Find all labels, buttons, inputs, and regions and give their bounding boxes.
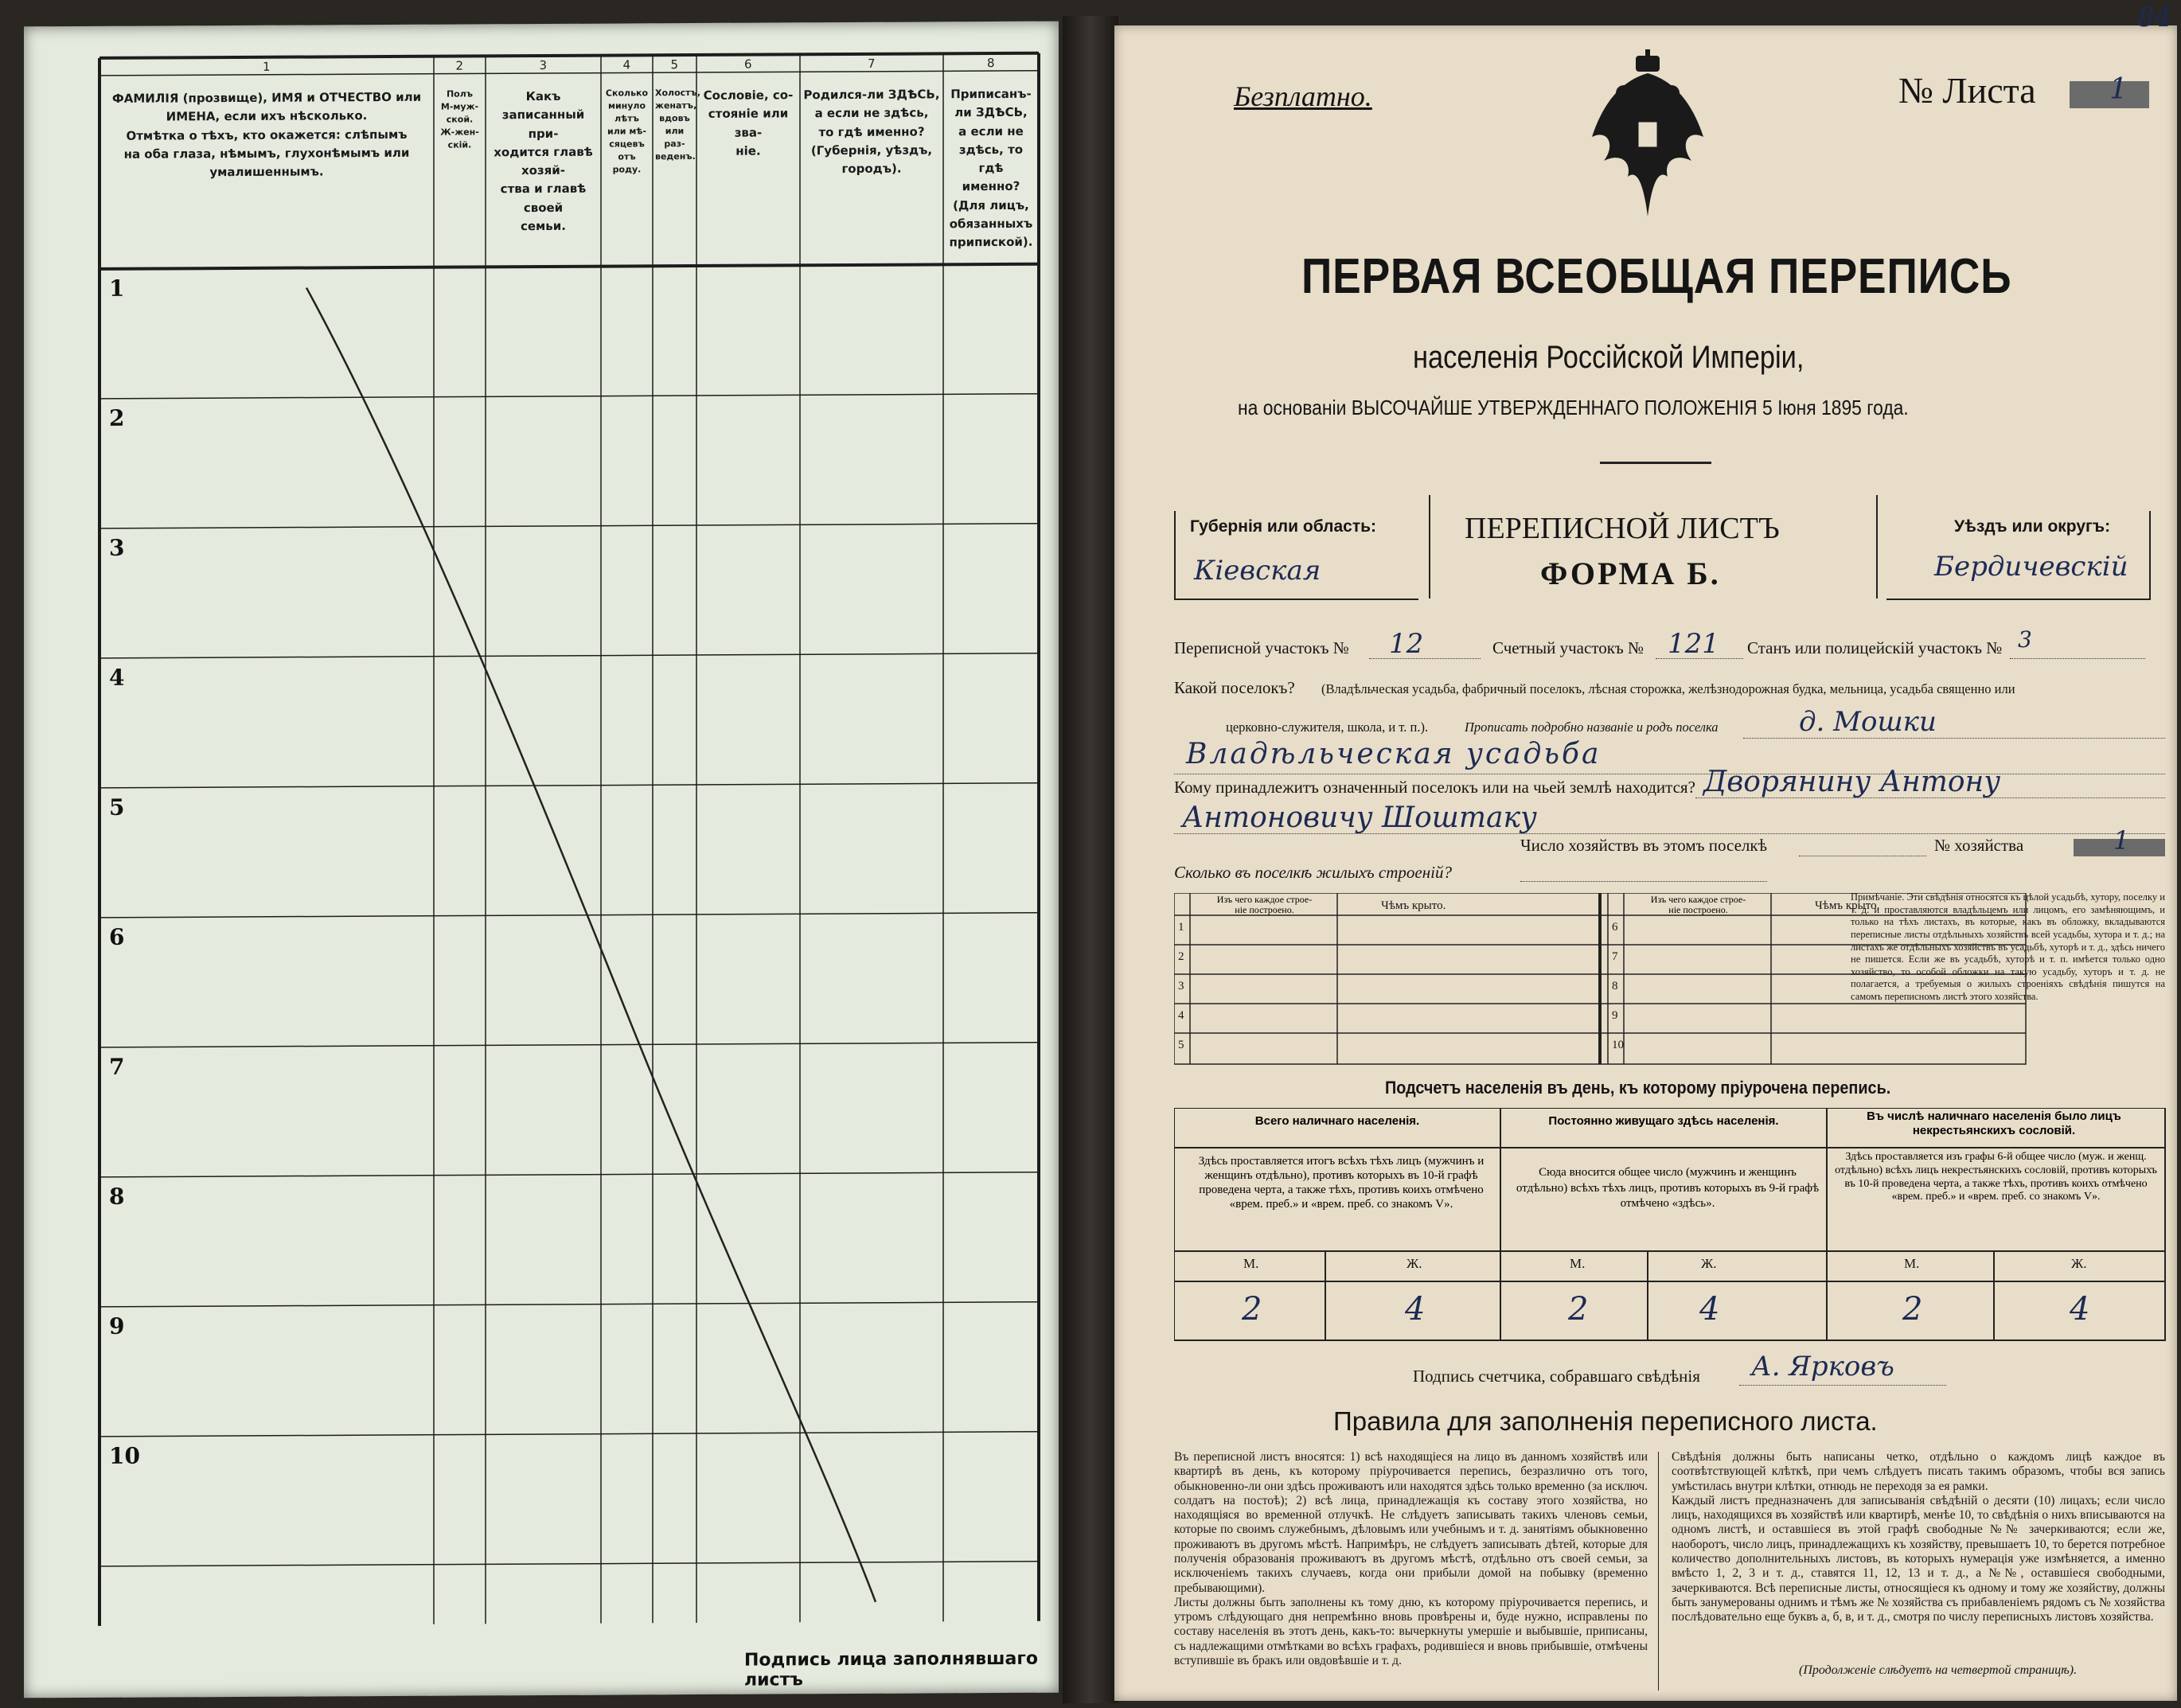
buildings-note: Примѣчаніе. Эти свѣдѣнія относятся къ цѣлой усадьбѣ, хутору, поселку и т. д. и проставляются владѣльцемъ или лицомъ, его замѣняющимъ, и только на тѣхъ листахъ, въ которые, какъ въ обложку, вкладываются переписные листы отдѣльныхъ хозяйствъ всей усадьбы, хутора и т. д.; на листахъ же отдѣльныхъ хозяйствъ въ усадьбѣ, хуторѣ и т. д., здѣсь ничего не пишется. Если же въ усадьбѣ, хуторѣ и т. п. имѣется только одно хозяйство, то особой обложки на такую усадьбу, хуторъ и т. д. не полагается, а требуемыя о жилыхъ строеніяхъ свѣдѣнія пишутся на самомъ переписномъ листѣ этого хозяйства. — [1851, 891, 2165, 1002]
sex-label: Ж. — [2071, 1256, 2087, 1271]
row-number: 3 — [109, 534, 125, 561]
column-header: Какъ записанный при- ходится главѣ хозяй- ства и главѣ своей семьи. — [494, 88, 593, 233]
bld-row-number: 6 — [1612, 921, 1618, 934]
count-area-label: Счетный участокъ № — [1492, 638, 1645, 657]
grid-row-line — [99, 524, 1039, 528]
column-number: 5 — [670, 57, 679, 72]
bld-row-number: 7 — [1612, 950, 1618, 963]
owner-label: Кому принадлежитъ означенный поселокъ или на чьей землѣ находится? — [1174, 778, 1695, 797]
left-signature-label: Подпись лица заполнявшаго листъ — [744, 1648, 1038, 1690]
left-table-grid — [24, 21, 1059, 1698]
owner-value-1: Дворянину Антону — [1703, 766, 2001, 798]
column-number: 3 — [539, 57, 548, 73]
district-label: Уѣздъ или округъ: — [1954, 517, 2111, 536]
sheet-number-label: № Листа — [1898, 70, 2036, 111]
column-number: 2 — [455, 58, 464, 73]
right-page — [1114, 2, 2177, 1701]
count-header-non-peasant: Въ числѣ наличнаго населенія было лицъ некрестьянскихъ сословій. — [1867, 1109, 2121, 1137]
column-number: 1 — [263, 59, 271, 74]
rules-divider — [1658, 1452, 1659, 1690]
cancel-diagonal-line — [306, 285, 876, 1605]
column-number: 8 — [987, 56, 995, 71]
count-value: 2 — [1902, 1291, 1923, 1328]
column-header: Полъ М-муж- ской. Ж-жен- скій. — [440, 88, 479, 150]
bld-header-material-left: Изъ чего каждое строе- ніе построено. — [1216, 894, 1313, 916]
sex-label: М. — [1243, 1256, 1259, 1271]
column-number: 7 — [868, 56, 876, 71]
count-desc-non-peasant: Здѣсь проставляется изъ графы 6-й общее число (муж. и женщ. отдѣльно) всѣхъ лицъ некрестьянскихъ сословій, противъ которыхъ въ 10-й проведена черта, а также тѣхъ, противъ коихъ отмѣчено «врем. преб.» и «врем. преб. со знакомъ V». — [1835, 1151, 2157, 1203]
grid-row-line — [99, 1043, 1039, 1047]
count-value: 2 — [1568, 1291, 1589, 1328]
settlement-value-2: Владѣльческая усадьба — [1186, 738, 1602, 770]
continued-note: (Продолженіе слѣдуетъ на четвертой страницѣ). — [1799, 1663, 2078, 1677]
buildings-label: Сколько въ поселкѣ жилыхъ строеній? — [1174, 863, 1452, 882]
settlement-label: Какой поселокъ? — [1174, 678, 1295, 697]
bld-row-number: 5 — [1178, 1039, 1184, 1051]
enumerator-signature: А. Ярковъ — [1751, 1351, 1894, 1382]
settlement-value-1: д. Мошки — [1799, 706, 1937, 738]
enumerator-label: Подпись счетчика, собравшаго свѣдѣнія — [1413, 1367, 1700, 1386]
count-header-total: Всего наличнаго населенія. — [1254, 1114, 1420, 1128]
province-value: Кіевская — [1194, 555, 1321, 587]
police-area-value: 3 — [2018, 626, 2032, 653]
buildings-line — [1520, 881, 1767, 882]
sex-label: М. — [1570, 1256, 1586, 1271]
count-area-value: 121 — [1668, 628, 1719, 660]
count-value: 2 — [1242, 1291, 1262, 1328]
sheet-number-value: 1 — [2109, 73, 2128, 106]
row-number: 9 — [109, 1312, 125, 1339]
rules-left: Въ переписной листъ вносятся: 1) всѣ находящіеся на лицо въ данномъ хозяйствѣ или квартирѣ въ день, къ которому пріурочивается перепись, безразлично отъ того, обыкновенно-ли они здѣсь проживаютъ или находятся здѣсь только временно (за исключ. солдатъ на постоѣ); 2) всѣ лица, принадлежащія къ составу этого хозяйства, но находящіяся во временной отлучкѣ. Не слѣдуетъ записывать такихъ членовъ семьи, которые по своимъ служебнымъ, дѣловымъ или учебнымъ и т. д. занятіямъ обыкновенно проживаютъ въ другомъ мѣстѣ. Напримѣръ, не слѣдуетъ записывать дѣтей, которые для полученія образованія проживаютъ въ другомъ мѣстѣ, отдѣльно отъ своей семьи, за исключеніемъ такихъ случаевъ, когда они прибыли домой на побывку (временно пребывающими). Листы должны быть заполнены къ тому дню, къ которому пріурочивается перепись, и утромъ слѣдующаго дня непремѣнно вновь провѣрены и, буде нужно, исправлены по составу населенія въ этотъ день, какъ-то: вычеркнуты умершіе и выбывшіе, приписаны, съ надлежащими отмѣтками во всѣхъ графахъ, родившіеся и вновь прибывшіе, отмѣчены вступившіе въ бракъ или овдовѣвшіе и т. д. — [1174, 1450, 1648, 1667]
column-header: Родился-ли ЗДѢСЬ, а если не здѣсь, то гдѣ именно? (Губернія, уѣздъ, городъ). — [803, 87, 940, 177]
book-gutter — [1063, 16, 1118, 1703]
household-number-label: № хозяйства — [1934, 836, 2024, 855]
bld-row-number: 3 — [1178, 980, 1184, 992]
census-basis: на основаніи ВЫСОЧАЙШЕ УТВЕРЖДЕННАГО ПОЛОЖЕНІЯ 5 Іюня 1895 года. — [1238, 396, 1909, 419]
enumerator-line — [1739, 1385, 1946, 1386]
column-header: Холостъ, женатъ, вдовъ или раз- веденъ. — [655, 87, 700, 162]
population-count-table — [1174, 1108, 2169, 1347]
household-number-value: 1 — [2113, 825, 2130, 856]
police-area-label: Станъ или полицейскій участокъ № — [1747, 638, 2003, 657]
row-number: 1 — [109, 275, 125, 302]
sheet-title: ПЕРЕПИСНОЙ ЛИСТЪ — [1465, 512, 1780, 545]
settlement-line-1 — [1743, 738, 2165, 739]
district-value: Бердичевскій — [1934, 551, 2128, 583]
census-area-line — [1369, 658, 1481, 659]
column-header: ФАМИЛІЯ (прозвище), ИМЯ и ОТЧЕСТВО или ИМЕНА, если ихъ нѣсколько. Отмѣтка о тѣхъ, кто окажется: слѣпымъ на оба глаза, нѣмымъ, глухонѣмымъ или умалишеннымъ. — [111, 89, 422, 180]
rules-title: Правила для заполненія переписного листа. — [1333, 1406, 1878, 1436]
column-header: Сословіе, со- стояніе или зва- ніе. — [703, 88, 794, 158]
bld-row-number: 10 — [1612, 1039, 1624, 1051]
count-value: 4 — [1699, 1291, 1720, 1328]
bld-row-number: 4 — [1178, 1009, 1184, 1022]
free-label: Безплатно. — [1234, 80, 1372, 112]
grid-row-line — [99, 653, 1039, 658]
province-label: Губернія или область: — [1190, 517, 1377, 536]
bld-row-number: 1 — [1178, 921, 1184, 934]
rules-right: Свѣдѣнія должны быть написаны четко, отдѣльно о каждомъ лицѣ каждое въ соотвѣтствующей клѣткѣ, при чемъ слѣдуетъ писать такимъ образомъ, чтобы вся запись умѣстилась внутри клѣтки, отнюдь не переходя за ея рамки. Каждый листъ предназначенъ для записыванія свѣдѣній о десяти (10) лицахъ; если число лицъ, находящихся въ хозяйствѣ или квартирѣ, менѣе 10, то свѣдѣнія о нихъ вписываются на одномъ листѣ, и оставшіеся въ этой графѣ свободные №№ зачеркиваются; если же, наоборотъ, число лицъ, принадлежащихъ къ хозяйству, превышаетъ 10, то берется потребное количество дополнительныхъ листовъ, въ которыхъ нумерація уже измѣняется, а именно вмѣсто 1, 2, 3 и т. д., ставятся 11, 12, 13 и т. д., а №№, оставшіеся свободными, зачеркиваются. Всѣ переписные листы, относящіеся къ одному и тому же хозяйству, должны быть занумерованы однимъ и тѣмъ же № хозяйства съ прибавленіемъ рядомъ съ № хозяйства послѣдовательно еще буквъ а, б, в, и т. д., смотря по числу переписныхъ листовъ хозяйства. — [1672, 1450, 2165, 1624]
count-value: 4 — [1405, 1291, 1426, 1328]
row-number: 5 — [109, 794, 125, 821]
column-header: Сколько минуло лѣтъ или мѣ- сяцевъ отъ роду. — [605, 88, 649, 175]
count-title: Подсчетъ населенія въ день, къ которому пріурочена перепись. — [1385, 1078, 1891, 1098]
column-number: 4 — [622, 57, 631, 72]
census-area-value: 12 — [1389, 628, 1424, 660]
grid-row-line — [99, 913, 1039, 918]
grid-row-line — [99, 783, 1039, 788]
row-number: 8 — [109, 1183, 125, 1210]
grid-row-line — [99, 1302, 1039, 1307]
double-headed-eagle-icon — [1588, 49, 1707, 224]
sex-label: М. — [1904, 1256, 1920, 1271]
census-subtitle: населенія Россійской Имперіи, — [1413, 340, 1804, 375]
grid-row-line — [99, 1172, 1039, 1177]
settlement-hint-3: Прописать подробно названіе и родъ поселка — [1465, 719, 1719, 735]
count-desc-total: Здѣсь проставляется итогъ всѣхъ тѣхъ лицъ (мужчинъ и женщинъ отдѣльно), противъ которыхъ въ 10-й графѣ проведена черта, а также тѣхъ, противъ коихъ отмѣчено «врем. преб.» и «врем. преб. со знакомъ V». — [1198, 1155, 1485, 1211]
count-desc-permanent: Сюда вносится общее число (мужчинъ и женщинъ отдѣльно) всѣхъ тѣхъ лицъ, противъ которыхъ въ 9-й графѣ отмѣчено «здѣсь». — [1516, 1166, 1820, 1210]
grid-row-line — [99, 1432, 1039, 1437]
bld-row-number: 2 — [1178, 950, 1184, 963]
count-value: 4 — [2070, 1291, 2090, 1328]
row-number: 10 — [109, 1442, 140, 1469]
sex-label: Ж. — [1407, 1256, 1422, 1271]
count-header-permanent: Постоянно живущаго здѣсь населенія. — [1548, 1114, 1779, 1128]
row-number: 2 — [109, 404, 125, 431]
row-number: 4 — [109, 664, 125, 691]
settlement-hint-1: (Владѣльческая усадьба, фабричный поселокъ, лѣсная сторожка, желѣзнодорожная будка, мельница, усадьба священно или — [1321, 681, 2015, 696]
sex-label: Ж. — [1701, 1256, 1717, 1271]
households-label: Число хозяйствъ въ этомъ поселкѣ — [1520, 836, 1767, 855]
grid-top-line — [99, 53, 1039, 58]
census-area-label: Переписной участокъ № — [1174, 638, 1349, 657]
grid-header-bottom-line — [99, 264, 1039, 269]
row-number: 6 — [109, 923, 125, 950]
row-number: 7 — [109, 1053, 125, 1080]
bld-header-roof-right: Чѣмъ крыто. — [1815, 899, 1880, 912]
form-title: ФОРМА Б. — [1540, 556, 1721, 591]
title-divider — [1600, 462, 1711, 464]
settlement-hint-2: церковно-служителя, школа, и т. п.). — [1226, 719, 1429, 735]
column-header: Приписанъ-ли ЗДѢСЬ, а если не здѣсь, то гдѣ именно? (Для лицъ, обязанныхъ припиской). — [949, 86, 1033, 250]
grid-row-line — [99, 1562, 1039, 1566]
grid-colnum-line — [99, 71, 1039, 76]
bld-header-roof-left: Чѣмъ крыто. — [1381, 899, 1446, 912]
census-title: ПЕРВАЯ ВСЕОБЩАЯ ПЕРЕПИСЬ — [1301, 249, 2012, 304]
corner-page-number: 84 — [2137, 2, 2172, 33]
police-area-line — [2010, 658, 2145, 659]
left-page — [24, 21, 1059, 1698]
bld-header-material-right: Изъ чего каждое строе- ніе построено. — [1650, 894, 1746, 916]
grid-row-line — [99, 394, 1039, 399]
bld-row-number: 8 — [1612, 980, 1618, 992]
bld-row-number: 9 — [1612, 1009, 1618, 1022]
owner-value-2: Антоновичу Шоштаку — [1182, 801, 1537, 834]
column-number: 6 — [744, 57, 752, 72]
